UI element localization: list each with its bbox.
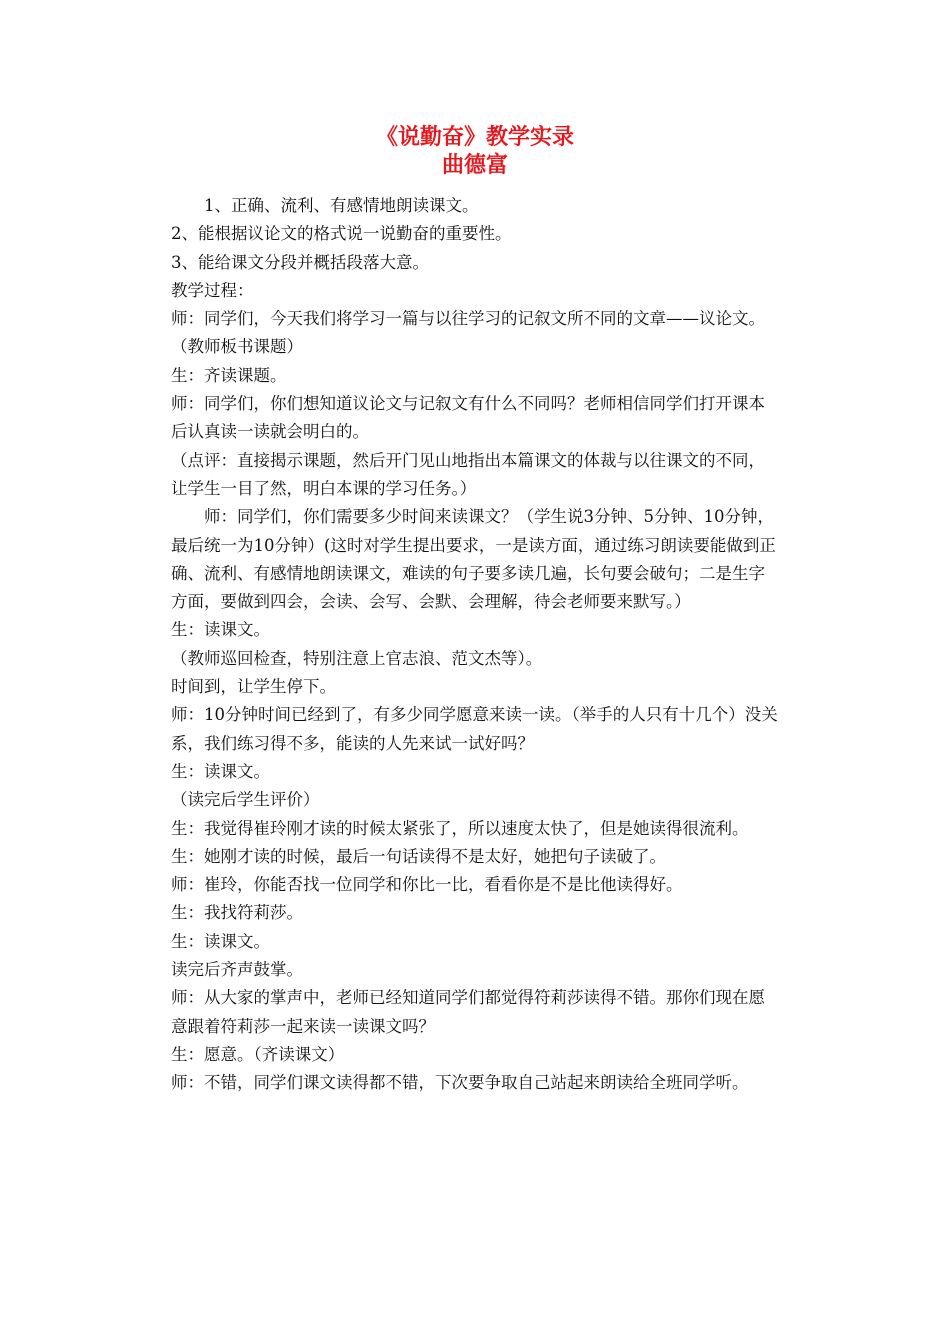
paragraph: 师：同学们，今天我们将学习一篇与以往学习的记叙文所不同的文章——议论文。（教师板书课题） <box>171 309 765 357</box>
paragraph: 时间到，让学生停下。 <box>171 677 336 697</box>
paragraph: 3、能给课文分段并概括段落大意。 <box>171 252 429 272</box>
paragraph: 生：读课文。 <box>171 761 270 781</box>
paragraph: 生：我找符莉莎。 <box>171 903 303 923</box>
paragraph: （教师巡回检查，特别注意上官志浪、范文杰等）。 <box>171 648 543 668</box>
document-title: 《说勤奋》教学实录 <box>375 125 574 150</box>
paragraph: 师：10分钟时间已经到了，有多少同学愿意来读一读。（举手的人只有十几个）没关系，我们练习得不多，能读的人先来试一试好吗？ <box>171 705 778 753</box>
paragraph: 师：不错，同学们课文读得都不错，下次要争取自己站起来朗读给全班同学听。 <box>171 1073 749 1093</box>
title-block <box>0 124 950 180</box>
paragraph: 师：同学们，你们想知道议论文与记叙文有什么不同吗？老师相信同学们打开课本后认真读一读就会明白的。 <box>171 394 765 442</box>
paragraph: 生：愿意。（齐读课文） <box>171 1044 345 1064</box>
paragraph: 师：同学们，你们需要多少时间来读课文？（学生说3分钟、5分钟、10分钟，最后统一为10分钟）(这时对学生提出要求，一是读方面，通过练习朗读要能做到正确、流利、有感情地朗读课文，难读的句子要多读几遍，长句要会破句；二是生字方面，要做到四会，会读、会写、会默、会理解，待会老师要来默写。） <box>171 507 776 612</box>
paragraph: 教学过程： <box>171 280 254 300</box>
paragraph: 生：她刚才读的时候，最后一句话读得不是太好，她把句子读破了。 <box>171 846 666 866</box>
paragraph: 生：我觉得崔玲刚才读的时候太紧张了，所以速度太快了，但是她读得很流利。 <box>171 818 749 838</box>
paragraph: （点评：直接揭示课题，然后开门见山地指出本篇课文的体裁与以往课文的不同，让学生一目了然，明白本课的学习任务。） <box>171 450 765 498</box>
paragraph: 师：崔玲，你能否找一位同学和你比一比，看看你是不是比他读得好。 <box>171 875 683 895</box>
paragraph: 2、能根据议论文的格式说一说勤奋的重要性。 <box>171 224 512 244</box>
paragraph: 生：齐读课题。 <box>171 365 287 385</box>
document-body <box>171 192 779 1098</box>
paragraph: （读完后学生评价） <box>171 790 320 810</box>
paragraph: 生：读课文。 <box>171 620 270 640</box>
paragraph: 师：从大家的掌声中，老师已经知道同学们都觉得符莉莎读得不错。那你们现在愿意跟着符莉莎一起来读一读课文吗？ <box>171 988 765 1036</box>
paragraph: 生：读课文。 <box>171 931 270 951</box>
paragraph: 1、正确、流利、有感情地朗读课文。 <box>204 196 479 215</box>
document-author: 曲德富 <box>441 153 508 178</box>
paragraph: 读完后齐声鼓掌。 <box>171 960 303 980</box>
